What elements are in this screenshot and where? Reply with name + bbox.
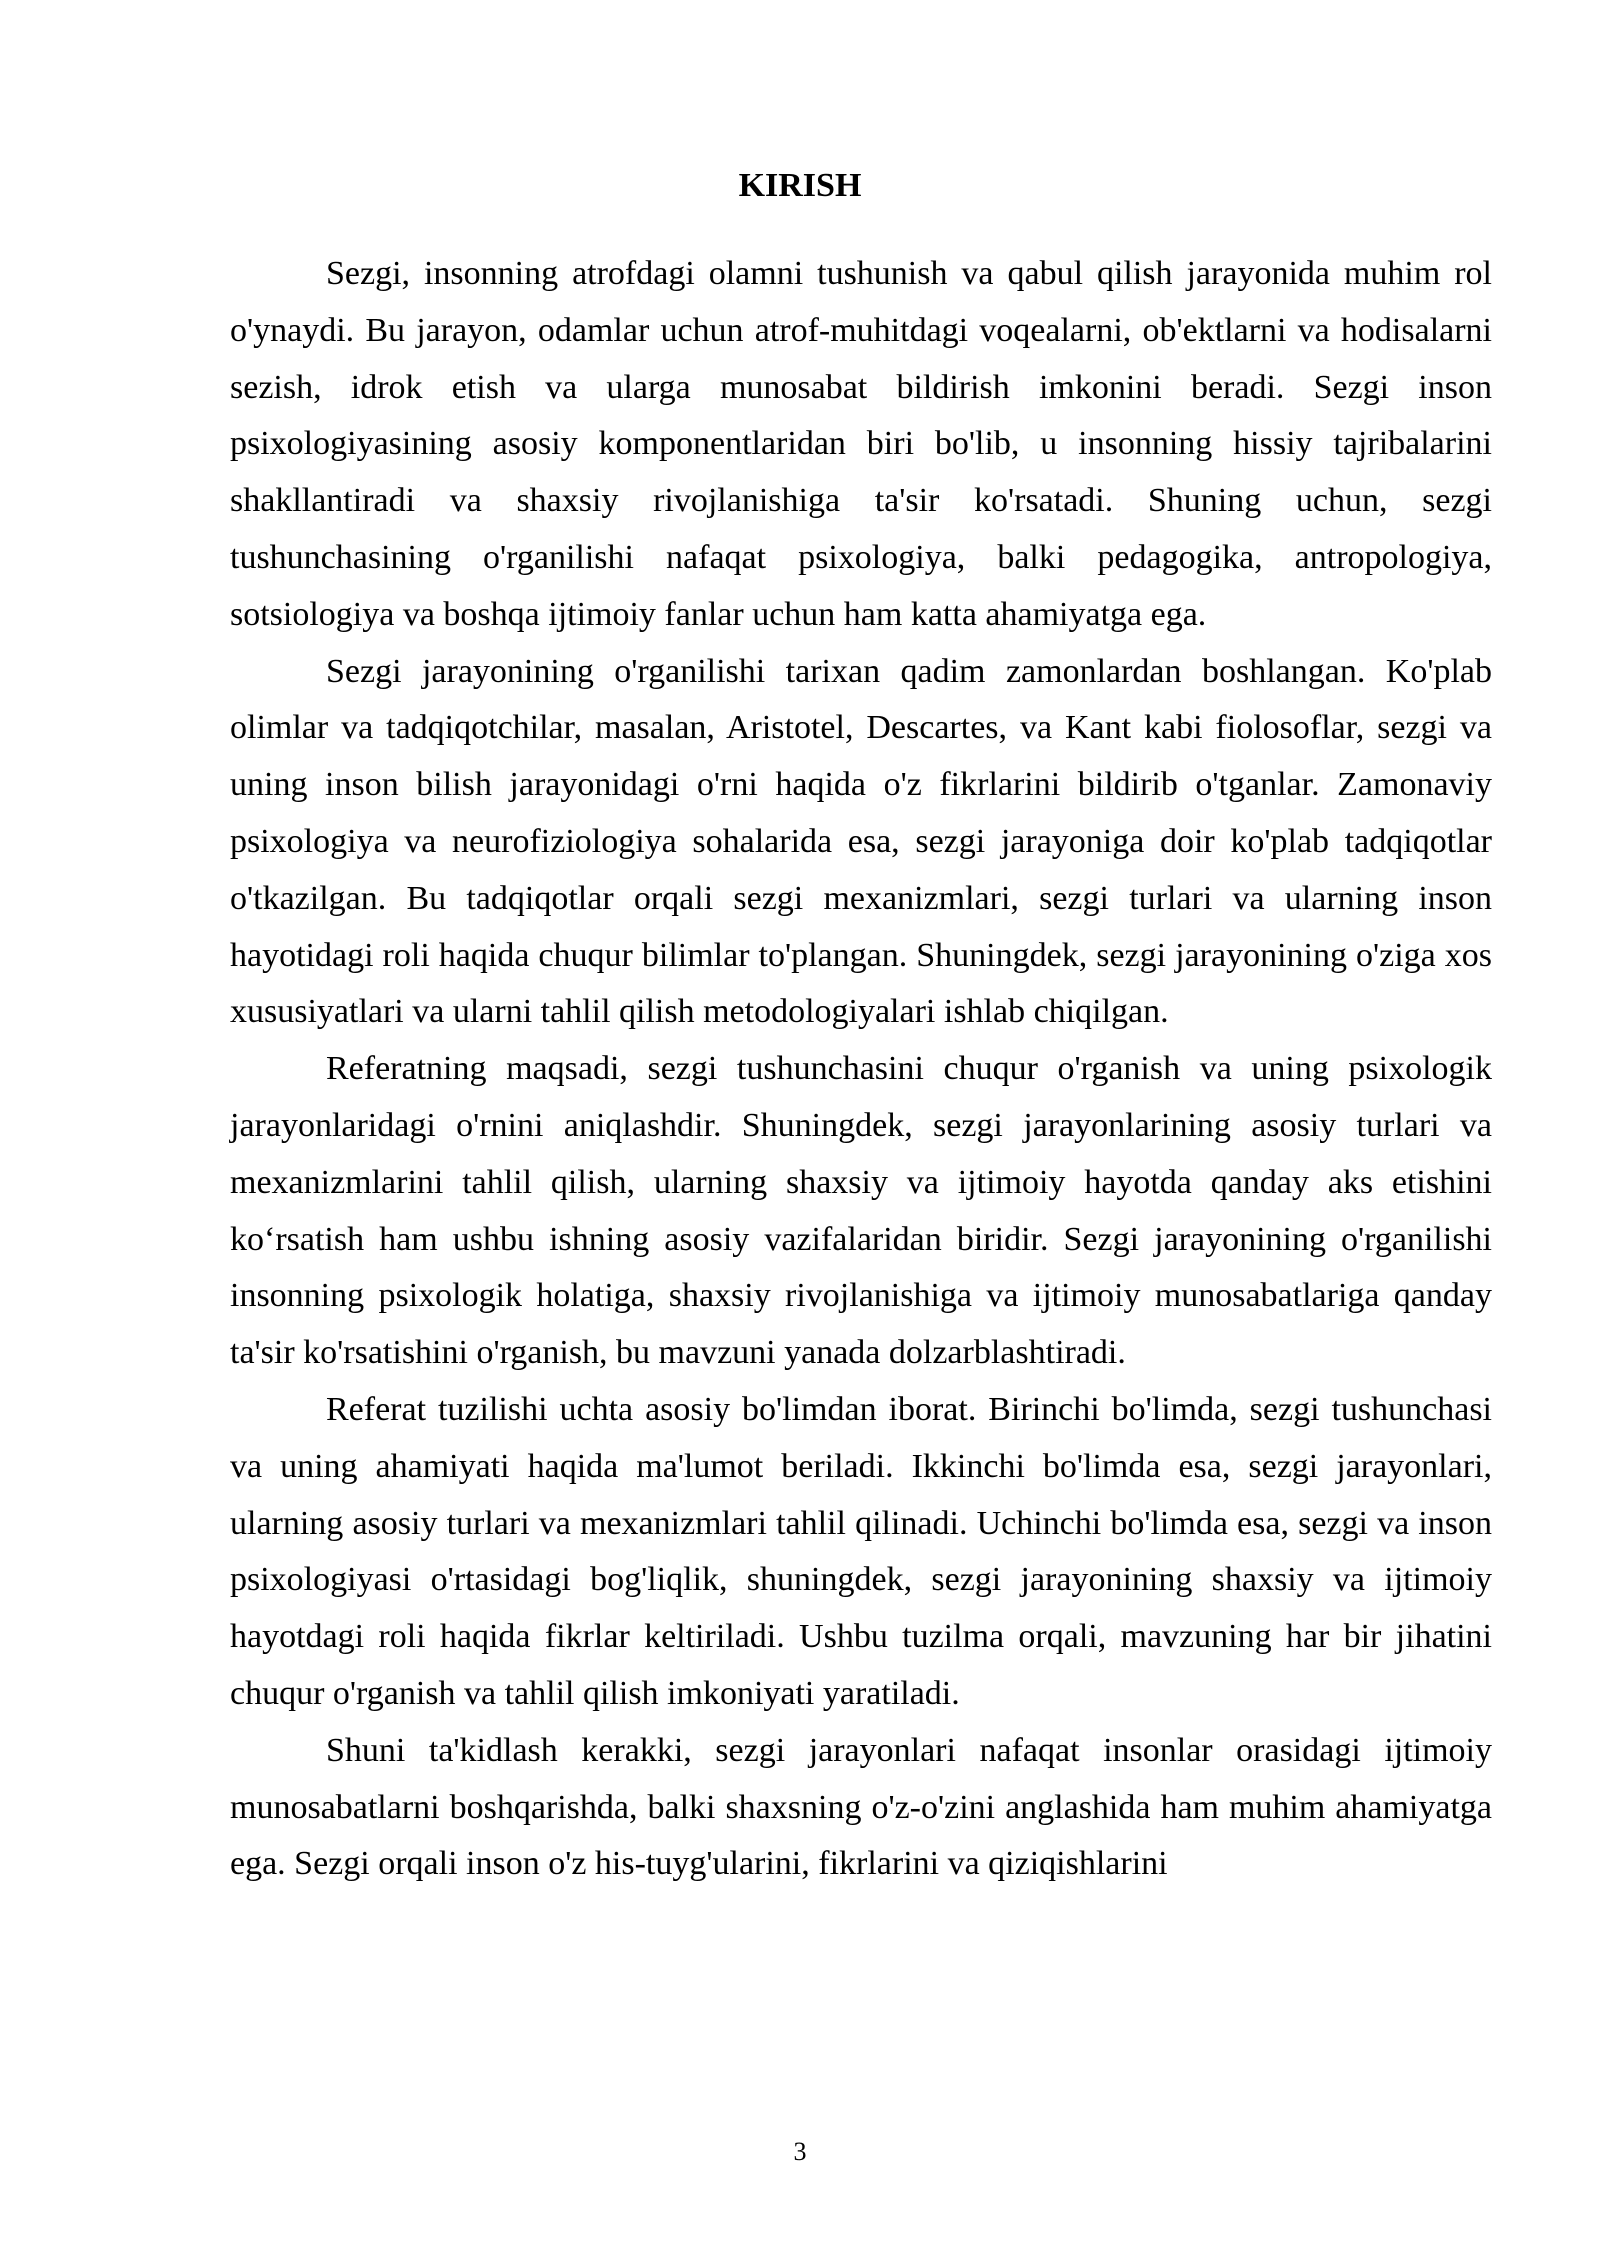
paragraph-3: Referatning maqsadi, sezgi tushunchasini chuqur o'rganish va uning psixologik jarayonlaridagi o'rnini aniqlashdir. Shuningdek, sezgi jarayonlarining asosiy turlari va mexanizmlarini tahlil qilish, ularning shaxsiy va ijtimoiy hayotda qanday aks etishini ko‘rsatish ham ushbu ishning asosiy vazifalaridan biridir. Sezgi jarayonining o'rganilishi insonning psixologik holatiga, shaxsiy rivojlanishiga va ijtimoiy munosabatlariga qanday ta'sir ko'rsatishini o'rganish, bu mavzuni yanada dolzarblashtiradi. [230,1050,1492,1372]
paragraph-5: Shuni ta'kidlash kerakki, sezgi jarayonlari nafaqat insonlar orasidagi ijtimoiy munosabatlarni boshqarishda, balki shaxsning o'z-o'zini anglashida ham muhim ahamiyatga ega. Sezgi orqali inson o'z his-tuyg'ularini, fikrlarini va qiziqishlarini [230,1731,1492,1883]
paragraph-2: Sezgi jarayonining o'rganilishi tarixan qadim zamonlardan boshlangan. Ko'plab olimlar va tadqiqotchilar, masalan, Aristotel, Descartes, va Kant kabi fiolosoflar, sezgi va uning inson bilish jarayonidagi o'rni haqida o'z fikrlarini bildirib o'tganlar. Zamonaviy psixologiya va neurofiziologiya sohalarida esa, sezgi jarayoniga doir ko'plab tadqiqotlar o'tkazilgan. Bu tadqiqotlar orqali sezgi mexanizmlari, sezgi turlari va ularning inson hayotidagi roli haqida chuqur bilimlar to'plangan. Shuningdek, sezgi jarayonining o'ziga xos xususiyatlari va ularni tahlil qilish metodologiyalari ishlab chiqilgan. [230,652,1492,1031]
page-title: KIRISH [738,167,862,204]
paragraph-4: Referat tuzilishi uchta asosiy bo'limdan iborat. Birinchi bo'limda, sezgi tushunchasi va uning ahamiyati haqida ma'lumot beriladi. Ikkinchi bo'limda esa, sezgi jarayonlari, ularning asosiy turlari va mexanizmlari tahlil qilinadi. Uchinchi bo'limda esa, sezgi va inson psixologiyasi o'rtasidagi bog'liqlik, shuningdek, sezgi jarayonining shaxsiy va ijtimoiy hayotdagi roli haqida fikrlar keltiriladi. Ushbu tuzilma orqali, mavzuning har bir jihatini chuqur o'rganish va tahlil qilish imkoniyati yaratiladi. [230,1390,1492,1712]
body-text [230,246,1492,1893]
page-number: 3 [793,2137,807,2166]
paragraph-1: Sezgi, insonning atrofdagi olamni tushunish va qabul qilish jarayonida muhim rol o'ynaydi. Bu jarayon, odamlar uchun atrof-muhitdagi voqealarni, ob'ektlarni va hodisalarni sezish, idrok etish va ularga munosabat bildirish imkonini beradi. Sezgi inson psixologiyasining asosiy komponentlaridan biri bo'lib, u insonning hissiy tajribalarini shakllantiradi va shaxsiy rivojlanishiga ta'sir ko'rsatadi. Shuning uchun, sezgi tushunchasining o'rganilishi nafaqat psixologiya, balki pedagogika, antropologiya, sotsiologiya va boshqa ijtimoiy fanlar uchun ham katta ahamiyatga ega. [230,255,1492,633]
